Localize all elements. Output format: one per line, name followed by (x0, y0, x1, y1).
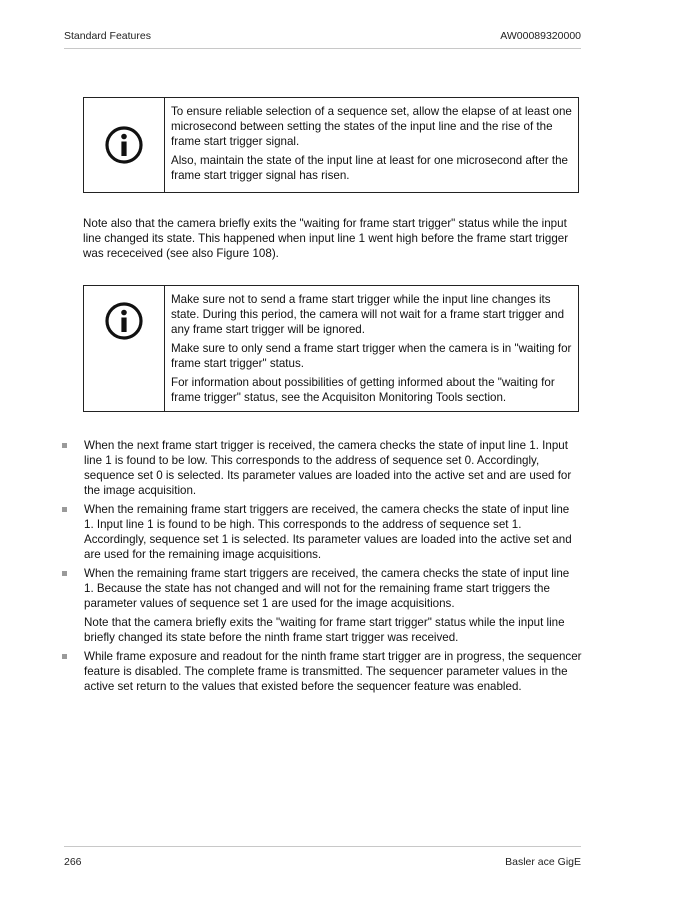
list-item (62, 566, 582, 645)
body-paragraph: Note also that the camera briefly exits the "waiting for frame start trigger" status while the input line changed its state. This happened when input line 1 went high before the frame start trigger was receceived (see also Figure 108). (83, 217, 569, 260)
info-note-1 (83, 97, 579, 193)
note-paragraph: Make sure to only send a frame start trigger when the camera is in "waiting for frame start trigger" status. (171, 342, 572, 370)
page-number: 266 (64, 856, 82, 868)
list-item (62, 649, 582, 694)
note-paragraph: To ensure reliable selection of a sequence set, allow the elapse of at least one microsecond between setting the states of the input line and the rise of the frame start trigger signal. (171, 105, 572, 148)
list-item (62, 438, 582, 498)
running-footer-product: Basler ace GigE (505, 856, 581, 868)
footer-rule (64, 846, 581, 847)
note-text (165, 286, 578, 411)
list-item-text: When the remaining frame start triggers are received, the camera checks the state of input line 1. Input line 1 is found to be high. This corresponds to the address of sequence set 1. Accordingly, sequence set 1 is selected. Its parameter values are loaded into the active set and are used for the remaining image acquisitions. (84, 503, 572, 561)
list-item-text: When the next frame start trigger is received, the camera checks the state of input line 1. Input line 1 is found to be low. This corresponds to the address of sequence set 0. Accordingly, sequence set 0 is selected. Its parameter values are loaded into the active set and are used for the image acquisition. (84, 439, 572, 497)
note-paragraph: Also, maintain the state of the input line at least for one microsecond after the frame start trigger signal has risen. (171, 154, 568, 182)
list-item-text: While frame exposure and readout for the ninth frame start trigger are in progress, the sequencer feature is disabled. The complete frame is transmitted. The sequencer parameter values in the active set return to the values that existed before the sequencer feature was enabled. (84, 650, 582, 693)
bullet-square-icon (62, 507, 67, 512)
note-text (165, 98, 578, 192)
note-paragraph: For information about possibilities of getting informed about the "waiting for frame trigger" status, see the Acquisiton Monitoring Tools section. (171, 376, 555, 404)
list-item-text: When the remaining frame start triggers are received, the camera checks the state of input line 1. Because the state has not changed and will not for the remaining frame start triggers the parameter values of sequence set 1 are used for the image acquisitions. (84, 567, 570, 610)
info-note-2 (83, 285, 579, 412)
running-header-section: Standard Features (64, 30, 151, 42)
running-header-doc-id: AW00089320000 (500, 30, 581, 42)
note-icon-cell (84, 286, 165, 411)
info-icon (104, 125, 144, 165)
list-item (62, 502, 582, 562)
bullet-square-icon (62, 654, 67, 659)
bullet-list (62, 438, 582, 698)
info-icon (104, 301, 144, 341)
note-icon-cell (84, 98, 165, 192)
bullet-square-icon (62, 443, 67, 448)
bullet-square-icon (62, 571, 67, 576)
note-paragraph: Make sure not to send a frame start trigger while the input line changes its state. During this period, the camera will not wait for a frame start trigger and any frame start trigger will be ignored. (171, 293, 565, 336)
header-rule (64, 48, 581, 49)
list-item-text: Note that the camera briefly exits the "waiting for frame start trigger" status while the input line briefly changed its state before the ninth frame start trigger was received. (84, 616, 565, 644)
